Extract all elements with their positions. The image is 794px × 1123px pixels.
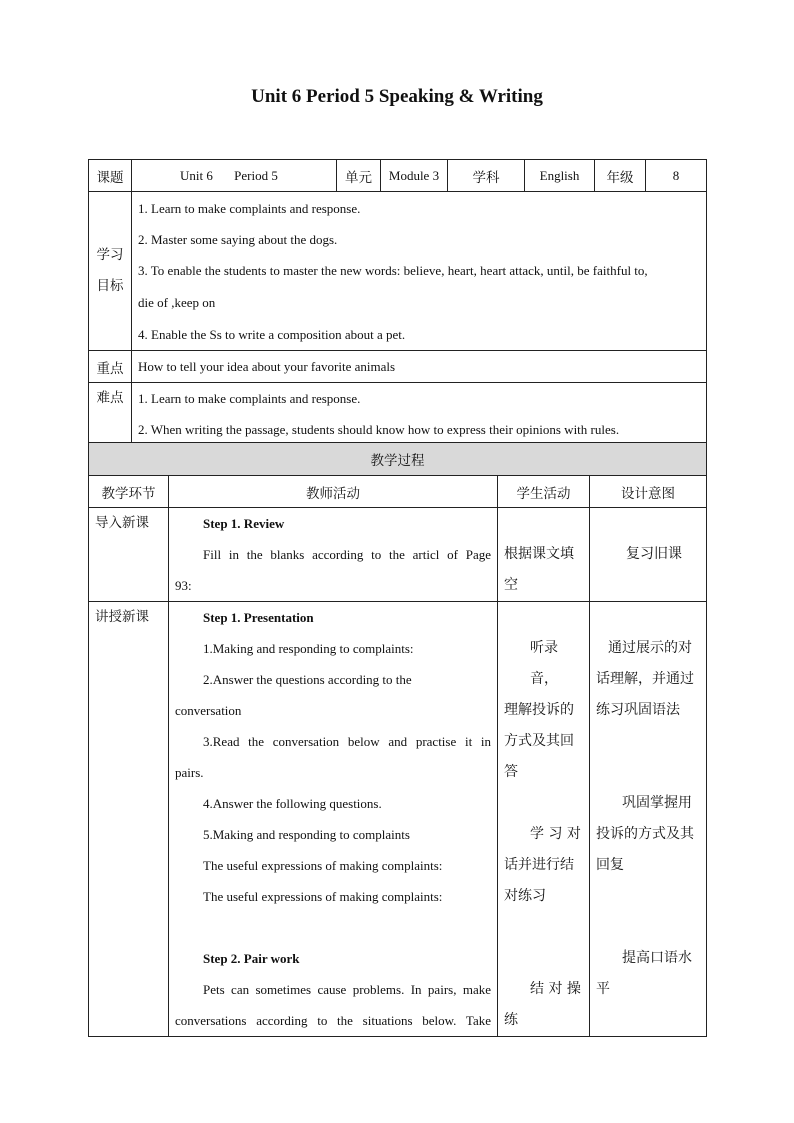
stage-cell: 导入新课 xyxy=(89,508,169,602)
unit-value: Module 3 xyxy=(381,160,448,192)
intent-line xyxy=(596,602,700,633)
activity-line: Fill in the blanks according to the articl of Page xyxy=(203,547,491,562)
stage-cell: 讲授新课 xyxy=(89,602,169,1037)
subject-label: 学科 xyxy=(448,160,525,192)
topic-value xyxy=(132,160,337,192)
goal-item-continued: die of ,keep on xyxy=(138,295,216,310)
student-line: 听录音， xyxy=(530,640,558,687)
goals-label xyxy=(89,192,132,351)
student-line xyxy=(504,508,583,539)
student-line xyxy=(504,912,583,943)
difficulty-item: 2. When writing the passage, students should know how to express their opinions with rules. xyxy=(138,422,620,437)
difficulty-item: 1. Learn to make complaints and response. xyxy=(138,391,361,406)
activity-line: conversation xyxy=(175,703,242,718)
process-header: 教学过程 xyxy=(89,443,707,476)
grade-label: 年级 xyxy=(595,160,646,192)
col-header-stage: 教学环节 xyxy=(89,476,169,508)
student-line xyxy=(504,602,583,633)
step-title: Step 1. Presentation xyxy=(203,610,314,625)
activity-line: The useful expressions of making complaints: xyxy=(203,889,443,904)
activity-line: 93: xyxy=(175,578,192,593)
intent-line: 话理解，并通过 xyxy=(596,671,694,687)
intent-line: 练习巩固语法 xyxy=(596,702,680,718)
info-row xyxy=(89,160,707,192)
intent-line xyxy=(596,881,700,912)
difficulty-label: 难点 xyxy=(89,383,132,446)
intent-line: 回复 xyxy=(596,857,624,873)
key-point-value: How to tell your idea about your favorite animals xyxy=(132,351,707,383)
intent-line: 平 xyxy=(596,981,610,997)
topic-unit: Unit 6 xyxy=(180,167,213,183)
process-table xyxy=(88,442,707,1037)
lesson-info-table xyxy=(88,159,707,446)
unit-label: 单元 xyxy=(337,160,381,192)
topic-period: Period 5 xyxy=(234,167,278,183)
activity-line: 4.Answer the following questions. xyxy=(203,796,382,811)
activity-line: conversations according to the situations below. Take xyxy=(175,1013,491,1028)
intent-line xyxy=(596,726,700,757)
student-line: 话并进行结 xyxy=(504,857,574,873)
key-point-row xyxy=(89,351,707,383)
student-line: 学 习 对 xyxy=(530,826,581,842)
goals-content xyxy=(132,192,707,351)
activity-line-blank xyxy=(175,912,491,943)
student-line xyxy=(504,943,583,974)
intent-line xyxy=(596,912,700,943)
intent-line: 提高口语水 xyxy=(622,950,692,966)
student-line: 答 xyxy=(504,764,518,780)
subject-value: English xyxy=(525,160,595,192)
student-activity-cell xyxy=(498,508,590,602)
activity-line: pairs. xyxy=(175,765,204,780)
col-header-teacher: 教师活动 xyxy=(169,476,498,508)
student-line: 理解投诉的 xyxy=(504,702,574,718)
student-line: 方式及其回 xyxy=(504,733,574,749)
student-line: 对练习 xyxy=(504,888,546,904)
activity-line: 5.Making and responding to complaints xyxy=(203,827,410,842)
table-row xyxy=(89,508,707,602)
goal-item: 3. To enable the students to master the new words: believe, heart, heart attack, until, be faithful to, xyxy=(138,263,648,278)
activity-line: 2.Answer the questions according to the xyxy=(203,672,412,687)
process-header-row xyxy=(89,443,707,476)
difficulty-row xyxy=(89,383,707,446)
intent-line: 通过展示的对 xyxy=(608,640,692,656)
intent-cell xyxy=(590,508,707,602)
col-header-intent: 设计意图 xyxy=(590,476,707,508)
student-line: 根据课文填 xyxy=(504,546,574,562)
student-line: 空 xyxy=(504,577,518,593)
key-point-label: 重点 xyxy=(89,351,132,383)
goals-label-line-2: 目标 xyxy=(96,278,124,294)
activity-line: 3.Read the conversation below and practise it in xyxy=(203,734,491,749)
activity-line: 1.Making and responding to complaints: xyxy=(203,641,414,656)
table-row xyxy=(89,602,707,1037)
teacher-activity-cell xyxy=(169,602,498,1037)
goals-label-line-1: 学习 xyxy=(96,247,124,263)
page-title: Unit 6 Period 5 Speaking & Writing xyxy=(251,86,543,107)
activity-line: Pets can sometimes cause problems. In pairs, make xyxy=(203,982,491,997)
topic-label: 课题 xyxy=(89,160,132,192)
student-activity-cell xyxy=(498,602,590,1037)
intent-line xyxy=(596,508,700,539)
student-line: 练 xyxy=(504,1012,518,1028)
intent-line: 复习旧课 xyxy=(626,546,682,562)
column-header-row xyxy=(89,476,707,508)
step-title: Step 2. Pair work xyxy=(203,951,300,966)
teacher-activity-cell xyxy=(169,508,498,602)
goals-row xyxy=(89,192,707,351)
goal-item: 1. Learn to make complaints and response. xyxy=(138,201,361,216)
intent-cell xyxy=(590,602,707,1037)
intent-line: 巩固掌握用 xyxy=(622,795,692,811)
goal-item: 4. Enable the Ss to write a composition about a pet. xyxy=(138,327,406,342)
step-title: Step 1. Review xyxy=(203,516,285,531)
col-header-student: 学生活动 xyxy=(498,476,590,508)
student-line xyxy=(504,788,583,819)
activity-line: The useful expressions of making complaints: xyxy=(203,858,443,873)
intent-line xyxy=(596,757,700,788)
goal-item: 2. Master some saying about the dogs. xyxy=(138,232,338,247)
student-line: 结 对 操 xyxy=(530,981,581,997)
intent-line: 投诉的方式及其 xyxy=(596,826,694,842)
difficulty-content xyxy=(132,383,707,446)
grade-value: 8 xyxy=(646,160,707,192)
